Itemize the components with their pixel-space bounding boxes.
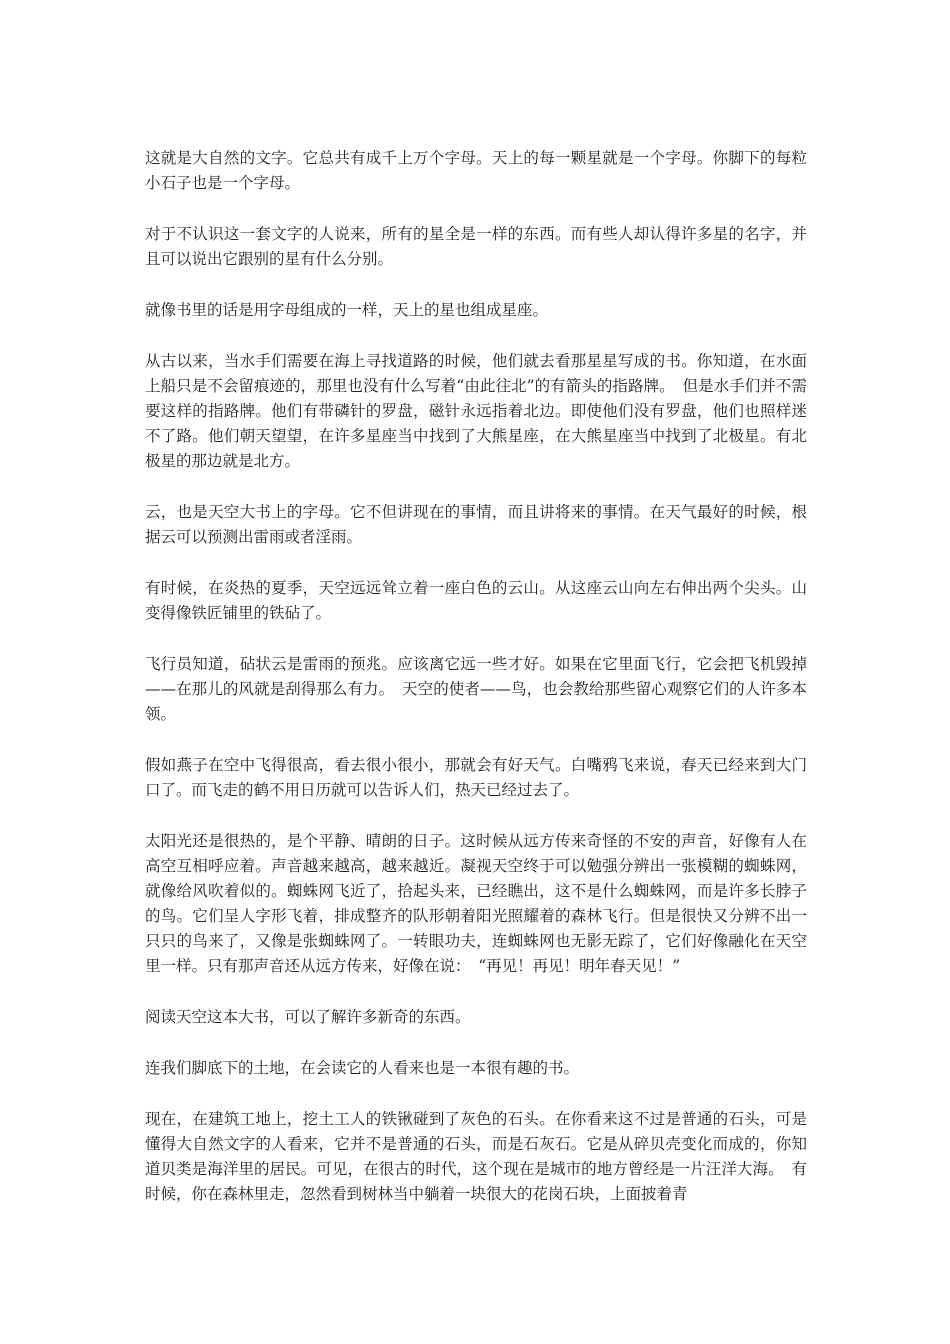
- paragraph: 从古以来，当水手们需要在海上寻找道路的时候，他们就去看那星星写成的书。你知道，在水面上船只是不会留痕迹的，那里也没有什么写着“由此往北”的有箭头的指路牌。 但是水手们并不需要这样的指路牌。他们有带磷针的罗盘，磁针永远指着北边。即使他们没有罗盘，他们也照样迷不了路。他们朝天望望，在许多星座当中找到了大熊星座，在大熊星座当中找到了北极星。有北极星的那边就是北方。: [145, 352, 807, 470]
- document-body: [145, 146, 807, 1233]
- paragraph: 这就是大自然的文字。它总共有成千上万个字母。天上的每一颗星就是一个字母。你脚下的每粒小石子也是一个字母。: [145, 149, 807, 192]
- paragraph: 现在，在建筑工地上，挖土工人的铁锹碰到了灰色的石头。在你看来这不过是普通的石头，可是懂得大自然文字的人看来，它并不是普通的石头，而是石灰石。它是从碎贝壳变化而成的，你知道贝类是海洋里的居民。可见，在很古的时代，这个现在是城市的地方曾经是一片汪洋大海。 有时候，你在森林里走，忽然看到树林当中躺着一块很大的花岗石块，上面披着青: [145, 1110, 807, 1203]
- paragraph: 云，也是天空大书上的字母。它不但讲现在的事情，而且讲将来的事情。在天气最好的时候，根据云可以预测出雷雨或者淫雨。: [145, 503, 807, 546]
- paragraph: 有时候，在炎热的夏季，天空远远耸立着一座白色的云山。从这座云山向左右伸出两个尖头。山变得像铁匠铺里的铁砧了。: [145, 579, 807, 622]
- paragraph: 飞行员知道，砧状云是雷雨的预兆。应该离它远一些才好。如果在它里面飞行，它会把飞机毁掉——在那儿的风就是刮得那么有力。 天空的使者——鸟，也会教给那些留心观察它们的人许多本领。: [145, 655, 807, 723]
- paragraph: 对于不认识这一套文字的人说来，所有的星全是一样的东西。而有些人却认得许多星的名字，并且可以说出它跟别的星有什么分别。: [145, 225, 807, 268]
- paragraph: 就像书里的话是用字母组成的一样，天上的星也组成星座。: [145, 301, 549, 319]
- paragraph: 假如燕子在空中飞得很高，看去很小很小，那就会有好天气。白嘴鸦飞来说，春天已经来到大门口了。而飞走的鹤不用日历就可以告诉人们，热天已经过去了。: [145, 756, 807, 799]
- paragraph: 太阳光还是很热的，是个平静、晴朗的日子。这时候从远方传来奇怪的不安的声音，好像有人在高空互相呼应着。声音越来越高，越来越近。凝视天空终于可以勉强分辨出一张模糊的蜘蛛网，就像给风吹着似的。蜘蛛网飞近了，拾起头来，已经瞧出，这不是什么蜘蛛网，而是许多长脖子的鸟。它们呈人字形飞着，排成整齐的队形朝着阳光照耀着的森林飞行。但是很快又分辨不出一只只的鸟来了，又像是张蜘蛛网了。一转眼功夫，连蜘蛛网也无影无踪了，它们好像融化在天空里一样。只有那声音还从远方传来，好像在说： “再见！再见！明年春天见！”: [145, 832, 807, 975]
- paragraph: 连我们脚底下的土地，在会读它的人看来也是一本很有趣的书。: [145, 1059, 580, 1077]
- paragraph: 阅读天空这本大书，可以了解许多新奇的东西。: [145, 1008, 471, 1026]
